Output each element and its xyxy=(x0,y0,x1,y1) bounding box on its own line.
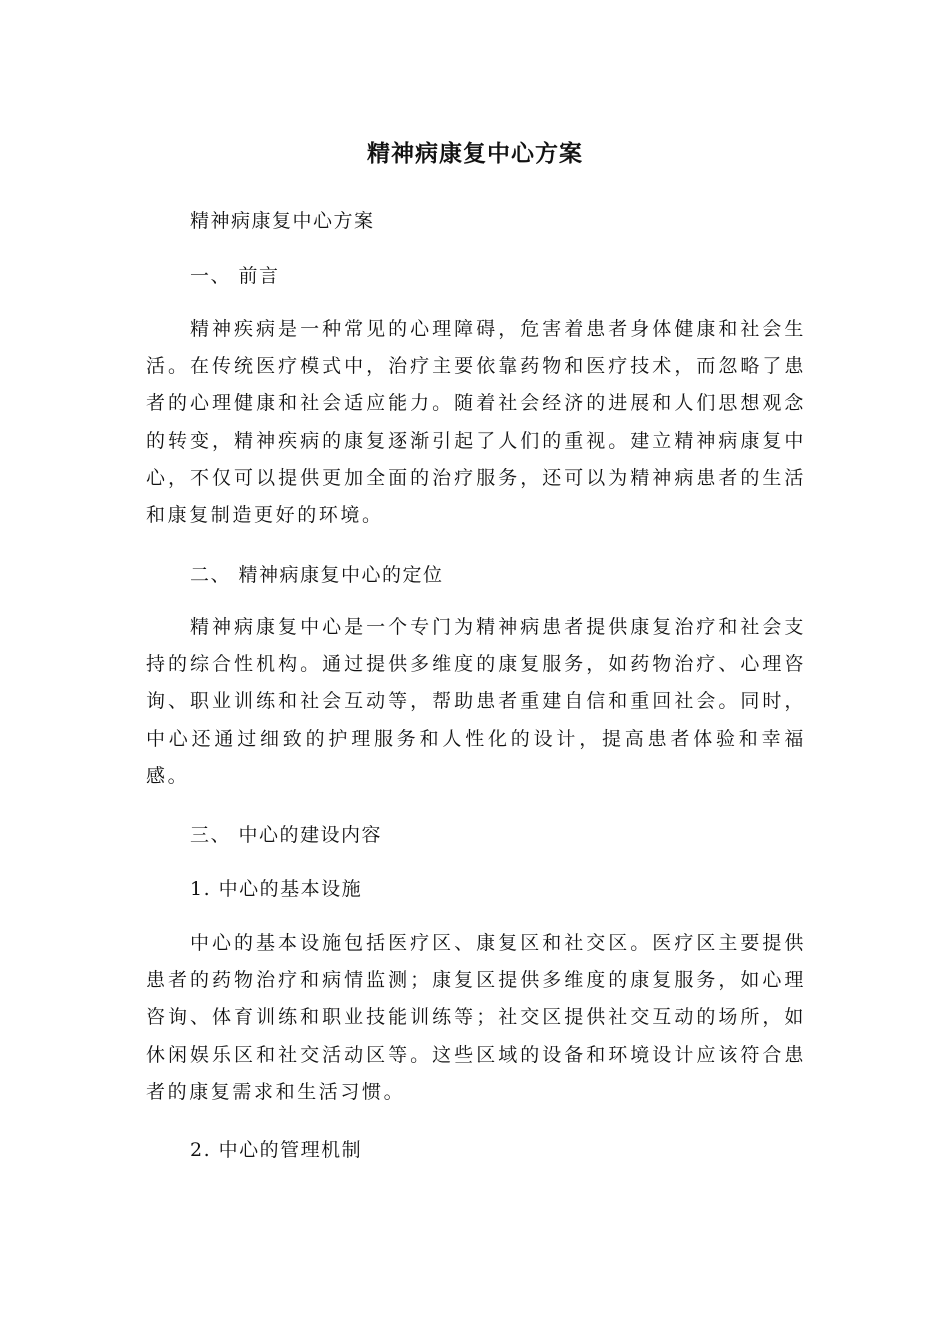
subsection-heading-management: 2. 中心的管理机制 xyxy=(190,1139,363,1161)
section-heading-positioning: 二、 精神病康复中心的定位 xyxy=(190,564,444,586)
subsection-heading-facilities: 1. 中心的基本设施 xyxy=(190,878,363,900)
section-heading-construction: 三、 中心的建设内容 xyxy=(190,824,383,846)
document-title: 精神病康复中心方案 xyxy=(367,141,583,167)
document-subtitle: 精神病康复中心方案 xyxy=(190,210,375,232)
section-body-positioning: 精神病康复中心是一个专门为精神病患者提供康复治疗和社会支持的综合性机构。通过提供多维度的康复服务，如药物治疗、心理咨询、职业训练和社会互动等，帮助患者重建自信和重回社会。同时，中心还通过细致的护理服务和人性化的设计，提高患者体验和幸福感。 xyxy=(146,616,806,787)
subsection-body-facilities: 中心的基本设施包括医疗区、康复区和社交区。医疗区主要提供患者的药物治疗和病情监测；康复区提供多维度的康复服务，如心理咨询、体育训练和职业技能训练等；社交区提供社交互动的场所，如休闲娱乐区和社交活动区等。这些区域的设备和环境设计应该符合患者的康复需求和生活习惯。 xyxy=(146,932,806,1103)
section-body-preface: 精神疾病是一种常见的心理障碍，危害着患者身体健康和社会生活。在传统医疗模式中，治疗主要依靠药物和医疗技术，而忽略了患者的心理健康和社会适应能力。随着社会经济的进展和人们思想观念的转变，精神疾病的康复逐渐引起了人们的重视。建立精神病康复中心，不仅可以提供更加全面的治疗服务，还可以为精神病患者的生活和康复制造更好的环境。 xyxy=(146,318,806,527)
section-heading-preface: 一、 前言 xyxy=(190,265,280,287)
